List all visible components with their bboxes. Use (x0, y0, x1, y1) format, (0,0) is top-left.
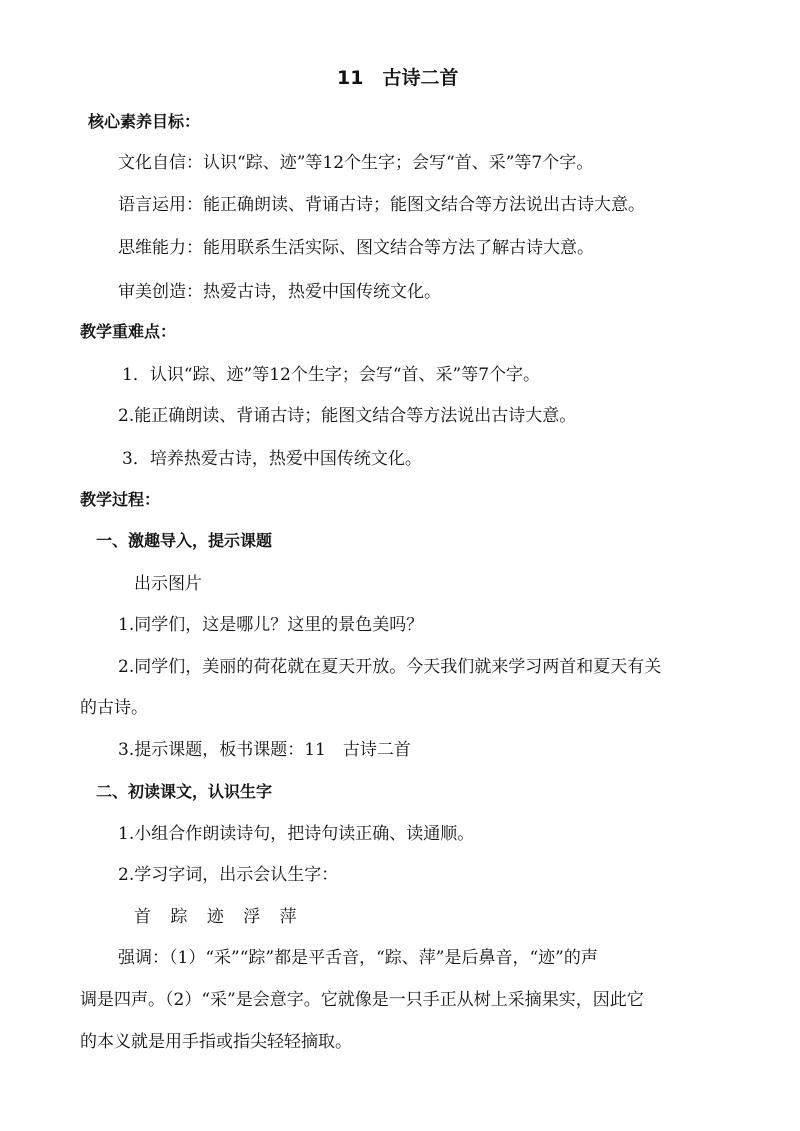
document-title: 11 古诗二首 (337, 67, 459, 89)
reading-step-2: 2.学习字词，出示会认生字： (118, 865, 339, 885)
new-characters-list (134, 905, 311, 929)
core-goal-aesthetic: 审美创造：热爱古诗，热爱中国传统文化。 (118, 282, 441, 302)
show-picture-text: 出示图片 (134, 574, 202, 594)
character-item: 踪 (170, 907, 188, 927)
key-point-2: 2.能正确朗读、背诵古诗；能图文结合等方法说出古诗大意。 (118, 406, 577, 426)
section2-heading: 二、初读课文，认识生字 (96, 782, 273, 801)
key-point-3: 3．培养热爱古诗，热爱中国传统文化。 (122, 449, 422, 469)
key-points-heading: 教学重难点： (80, 322, 177, 341)
intro-question-3: 3.提示课题，板书课题：11 古诗二首 (118, 740, 411, 760)
intro-question-2-line2: 的古诗。 (80, 698, 148, 718)
reading-step-1: 1.小组合作朗读诗句，把诗句读正确、读通顺。 (118, 824, 475, 844)
emphasis-line-3: 的本义就是用手指或指尖轻轻摘取。 (80, 1032, 352, 1052)
section1-heading: 一、激趣导入，提示课题 (96, 531, 273, 550)
core-goal-culture: 文化自信：认识“踪、迹”等12个生字；会写“首、采”等7个字。 (118, 153, 594, 173)
key-point-1: 1．认识“踪、迹”等12个生字；会写“首、采”等7个字。 (122, 365, 541, 385)
character-item: 迹 (206, 907, 224, 927)
emphasis-line-2: 调是四声。（2）“采”是会意字。它就像是一只手正从树上采摘果实，因此它 (80, 990, 644, 1010)
character-item: 萍 (279, 907, 297, 927)
character-item: 浮 (243, 907, 261, 927)
core-goal-thinking: 思维能力：能用联系生活实际、图文结合等方法了解古诗大意。 (118, 238, 594, 258)
intro-question-2-line1: 2.同学们，美丽的荷花就在夏天开放。今天我们就来学习两首和夏天有关 (118, 657, 662, 677)
process-heading: 教学过程： (80, 490, 161, 509)
core-goals-heading: 核心素养目标： (88, 112, 201, 131)
character-item: 首 (134, 907, 151, 927)
emphasis-line-1: 强调：（1）“采”“踪”都是平舌音，“踪、萍”是后鼻音，“迹”的声 (118, 948, 598, 968)
intro-question-1: 1.同学们，这是哪儿？这里的景色美吗？ (118, 615, 424, 635)
core-goal-language: 语言运用：能正确朗读、背诵古诗；能图文结合等方法说出古诗大意。 (118, 195, 645, 215)
